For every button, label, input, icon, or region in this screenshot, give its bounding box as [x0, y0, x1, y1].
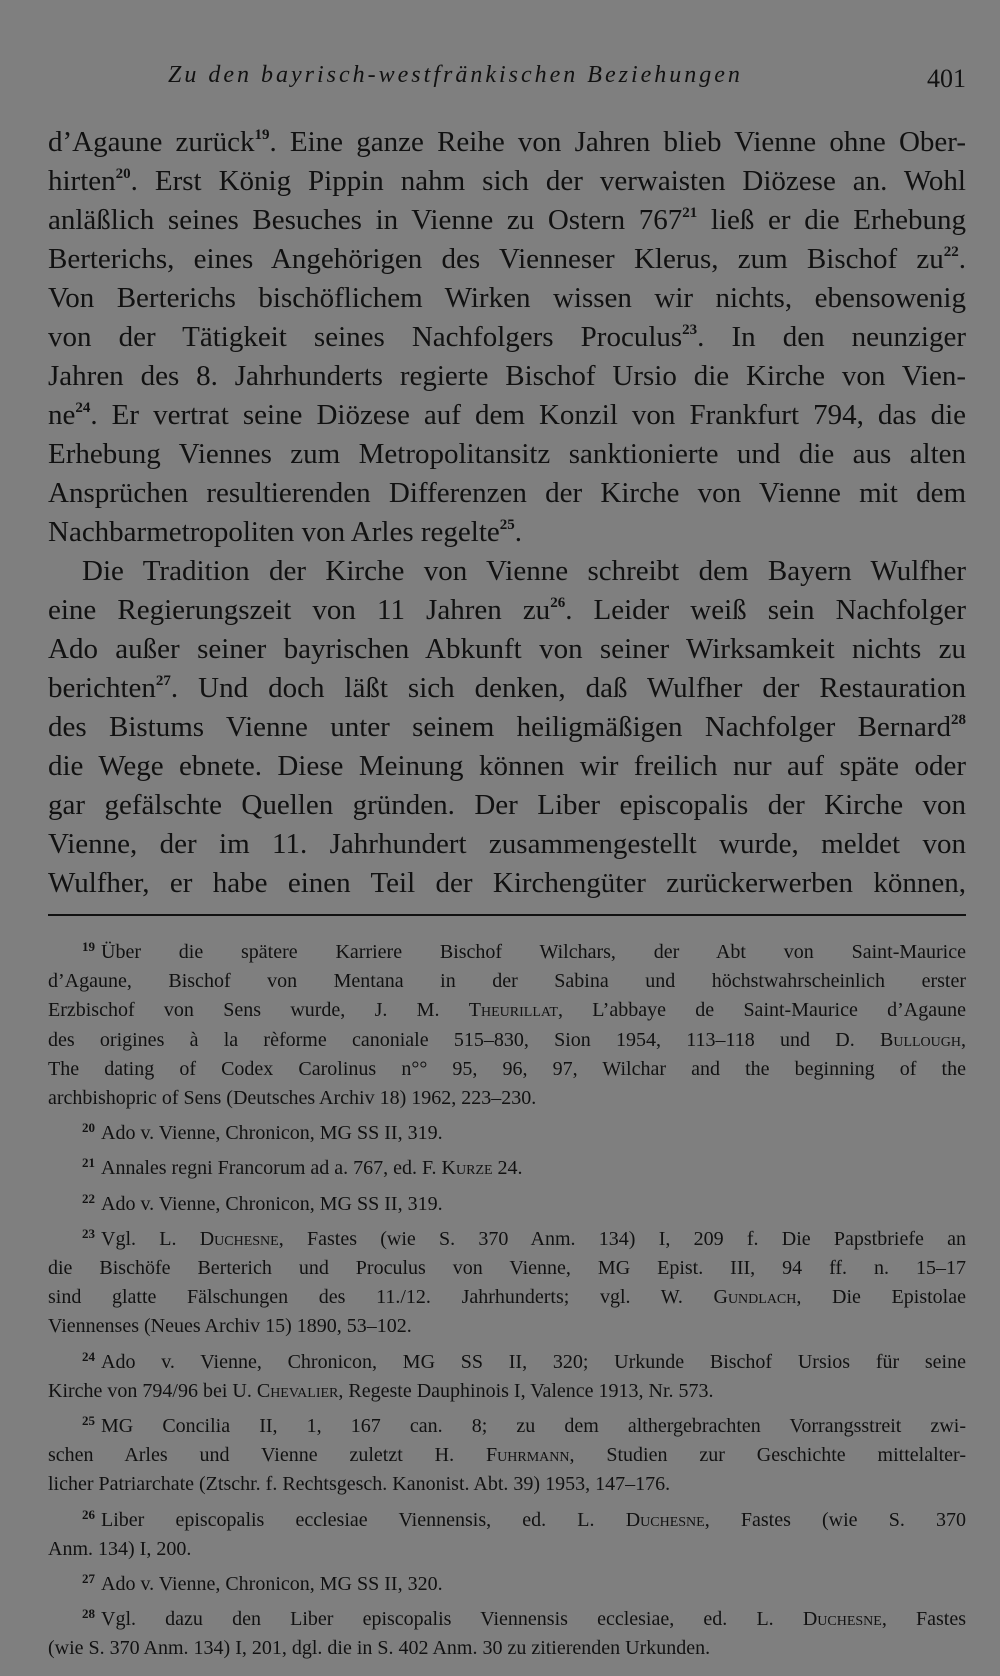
text-line	[48, 240, 966, 279]
text-span: sind glatte Fälschungen des 11./12. Jahrhunderts; vgl. W.	[48, 1286, 714, 1309]
author-name: Fuhrmann	[486, 1444, 570, 1467]
footnote-number: 25	[82, 1413, 95, 1429]
footnote-number: 21	[82, 1155, 95, 1171]
text-line	[48, 162, 966, 201]
footnote-line	[48, 1599, 966, 1634]
footnote-19	[48, 932, 966, 1113]
text-span: von der Tätigkeit seines Nachfolgers Proculus	[48, 321, 683, 353]
footnote-26	[48, 1500, 966, 1564]
footnote-24	[48, 1342, 966, 1406]
text-line: Vienne, der im 11. Jahrhundert zusammengestellt wurde, meldet von	[48, 828, 966, 860]
text-span: , Fastes	[881, 1608, 967, 1631]
text-line: Erhebung Viennes zum Metropolitansitz sanktionierte und die aus alten	[48, 438, 966, 470]
footnote-27	[48, 1564, 966, 1599]
footnote-line: Viennenses (Neues Archiv 15) 1890, 53–102.	[48, 1315, 412, 1338]
text-span: Berterichs, eines Angehörigen des Vienneser Klerus, zum Bischof zu	[48, 243, 944, 275]
text-span: Ado v. Vienne, Chronicon, MG SS II, 320.	[101, 1573, 443, 1596]
footnote-number: 19	[82, 939, 95, 954]
text-span: des origines à la rèforme canoniale 515–830, Sion 1954, 113–118 und D.	[48, 1028, 880, 1051]
main-text	[48, 123, 966, 903]
page-number: 401	[927, 64, 966, 93]
text-span: schen Arles und Vienne zuletzt H.	[48, 1444, 487, 1467]
footnote-number: 27	[82, 1571, 95, 1587]
footnote-23	[48, 1219, 966, 1342]
text-span: Ado v. Vienne, Chronicon, MG SS II, 319.	[101, 1122, 443, 1145]
footnote-25	[48, 1406, 966, 1500]
text-span: Ado v. Vienne, Chronicon, MG SS II, 320; Urkunde Bischof Ursios für seine	[101, 1350, 966, 1373]
author-name: Gundlach	[713, 1286, 797, 1309]
text-span: . Erst König Pippin nahm sich der verwaisten Diözese an. Wohl	[130, 165, 966, 197]
text-line	[48, 591, 966, 630]
text-span: . Und doch läßt sich denken, daß Wulfher der Restauration	[170, 672, 966, 704]
footnote-line: (wie S. 370 Anm. 134) I, 201, dgl. die in S. 402 Anm. 30 zu zitierenden Urkunden.	[48, 1637, 711, 1660]
text-line	[48, 318, 966, 357]
text-line	[48, 396, 966, 435]
text-span: . In den neunziger	[697, 321, 967, 353]
text-span: Erzbischof von Sens wurde, J. M.	[48, 999, 469, 1022]
footnote-divider	[48, 914, 966, 916]
footnote-line: Anm. 134) I, 200.	[48, 1537, 192, 1560]
footnote-ref: 19	[254, 127, 270, 143]
text-span: Annales regni Francorum ad a. 767, ed. F.	[101, 1157, 442, 1180]
text-span: des Bistums Vienne unter seinem heiligmäßigen Nachfolger Bernard	[48, 711, 951, 743]
text-span: berichten	[48, 672, 156, 704]
footnote-number: 28	[82, 1606, 95, 1622]
text-span: anläßlich seines Besuches in Vienne zu Ostern 767	[48, 204, 683, 236]
text-span: ,	[961, 1028, 966, 1051]
text-span: eine Regierungszeit von 11 Jahren zu	[48, 594, 551, 626]
text-span: , Fastes (wie S. 370	[704, 1508, 966, 1531]
footnote-28	[48, 1599, 966, 1663]
footnote-line	[48, 932, 966, 967]
footnote-line	[48, 1500, 966, 1535]
author-name: Duchesne	[199, 1227, 279, 1250]
text-line	[48, 201, 966, 240]
author-name: Duchesne	[625, 1508, 705, 1531]
footnote-line	[48, 1377, 966, 1406]
text-line: Wulfher, er habe einen Teil der Kirchengüter zurückerwerben können,	[48, 867, 966, 899]
footnote-ref: 21	[682, 205, 698, 221]
footnote-ref: 23	[682, 322, 698, 338]
footnote-line	[48, 1148, 966, 1183]
footnote-line	[48, 1441, 966, 1470]
text-span: Vgl. L.	[101, 1227, 200, 1250]
text-span: ließ er die Erhebung	[697, 204, 966, 236]
footnote-line	[48, 1184, 966, 1219]
text-span: ne	[48, 399, 76, 431]
text-span: Kirche von 794/96 bei U.	[48, 1379, 257, 1402]
footnote-22	[48, 1184, 966, 1219]
footnote-line	[48, 1026, 966, 1055]
text-span: , L’abbaye de Saint-Maurice d’Agaune	[557, 999, 967, 1022]
footnote-line	[48, 1219, 966, 1254]
text-span: , Fastes (wie S. 370 Anm. 134) I, 209 f. Die Papstbriefe an	[278, 1227, 966, 1250]
footnote-number: 22	[82, 1190, 95, 1206]
text-line: die Wege ebnete. Diese Meinung können wir freilich nur auf späte oder	[48, 750, 966, 782]
text-line: Die Tradition der Kirche von Vienne schreibt dem Bayern Wulfher	[82, 555, 966, 587]
text-span: . Leider weiß sein Nachfolger	[565, 594, 966, 626]
text-line: Von Berterichs bischöflichem Wirken wissen wir nichts, ebensowenig	[48, 282, 966, 314]
text-span: .	[958, 243, 966, 275]
text-span: MG Concilia II, 1, 167 can. 8; zu dem althergebrachten Vorrangsstreit zwi-	[101, 1415, 966, 1438]
text-span: .	[514, 516, 523, 548]
text-line	[48, 123, 966, 162]
footnote-ref: 27	[155, 673, 171, 689]
author-name: Theurillat	[468, 999, 558, 1022]
footnote-number: 24	[82, 1348, 95, 1364]
text-line: Ado außer seiner bayrischen Abkunft von seiner Wirksamkeit nichts zu	[48, 633, 966, 665]
author-name: Duchesne	[802, 1608, 882, 1631]
text-line: Ansprüchen resultierenden Differenzen der Kirche von Vienne mit dem	[48, 477, 966, 509]
footnote-line: die Bischöfe Berterich und Proculus von Vienne, MG Epist. III, 94 ff. n. 15–17	[48, 1257, 966, 1280]
footnote-line	[48, 1564, 966, 1599]
text-span: Ado v. Vienne, Chronicon, MG SS II, 319.	[101, 1192, 443, 1215]
footnote-ref: 26	[550, 595, 566, 611]
footnote-line: licher Patriarchate (Ztschr. f. Rechtsgesch. Kanonist. Abt. 39) 1953, 147–176.	[48, 1473, 671, 1496]
footnote-line: d’Agaune, Bischof von Mentana in der Sabina und höchstwahrscheinlich erster	[48, 970, 966, 993]
text-line	[48, 513, 966, 552]
footnote-number: 26	[82, 1506, 95, 1522]
author-name: Bullough	[880, 1028, 961, 1051]
text-span: Liber episcopalis ecclesiae Viennensis, ed. L.	[101, 1508, 626, 1531]
footnote-ref: 28	[951, 712, 966, 728]
footnote-ref: 25	[499, 517, 515, 533]
footnotes	[48, 932, 966, 1664]
footnote-number: 23	[82, 1225, 95, 1241]
text-span: 24.	[492, 1157, 523, 1180]
footnote-ref: 22	[943, 244, 959, 260]
text-span: Nachbarmetropoliten von Arles regelte	[48, 516, 500, 548]
text-span: Über die spätere Karriere Bischof Wilchars, der Abt von Saint-Maurice	[101, 941, 966, 963]
footnote-line: The dating of Codex Carolinus n°° 95, 96, 97, Wilchar and the beginning of the	[48, 1057, 966, 1080]
footnote-line	[48, 1113, 966, 1148]
footnote-20	[48, 1113, 966, 1148]
author-name: Kurze	[441, 1157, 493, 1180]
text-span: Vgl. dazu den Liber episcopalis Viennensis ecclesiae, ed. L.	[101, 1608, 803, 1631]
footnote-number: 20	[82, 1120, 95, 1136]
footnote-line	[48, 1283, 966, 1312]
footnote-21	[48, 1148, 966, 1183]
footnote-line: archbishopric of Sens (Deutsches Archiv 18) 1962, 223–230.	[48, 1087, 537, 1110]
text-span: , Studien zur Geschichte mittelalter-	[569, 1444, 966, 1467]
text-span: , Regeste Dauphinois I, Valence 1913, Nr. 573.	[338, 1379, 714, 1402]
footnote-ref: 24	[75, 400, 91, 416]
footnote-line	[48, 1406, 966, 1441]
text-span: hirten	[48, 165, 116, 197]
text-span: . Er vertrat seine Diözese auf dem Konzil von Frankfurt 794, das die	[90, 399, 966, 431]
text-line	[48, 669, 966, 708]
text-span: . Eine ganze Reihe von Jahren blieb Vienne ohne Ober-	[269, 126, 966, 158]
text-line	[48, 708, 966, 747]
text-line: Jahren des 8. Jahrhunderts regierte Bischof Ursio die Kirche von Vien-	[48, 360, 966, 392]
footnote-line	[48, 996, 966, 1025]
text-span: , Die Epistolae	[796, 1286, 966, 1309]
footnote-line	[48, 1342, 966, 1377]
running-title: Zu den bayrisch-westfränkischen Beziehungen	[168, 62, 743, 88]
text-span: d’Agaune zurück	[48, 126, 255, 158]
footnote-ref: 20	[115, 166, 131, 182]
author-name: Chevalier	[256, 1379, 339, 1402]
text-line: gar gefälschte Quellen gründen. Der Liber episcopalis der Kirche von	[48, 789, 966, 821]
